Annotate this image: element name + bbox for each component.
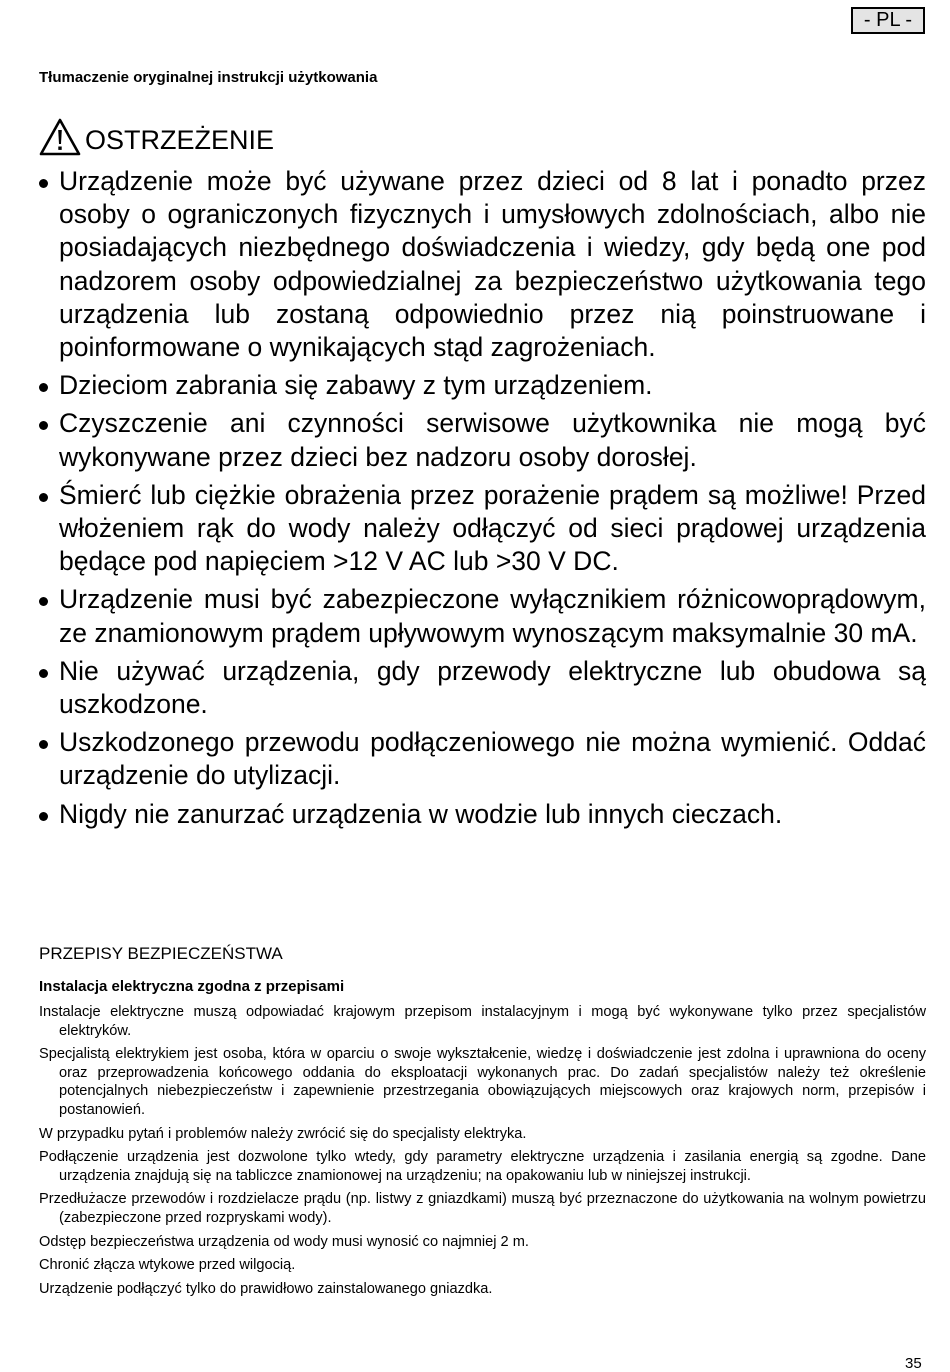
bullet-icon xyxy=(39,669,48,678)
warning-item-text: Urządzenie może być używane przez dzieci od 8 lat i ponadto przez osoby o ograniczonych fizycznych i umysłowych zdolnościach, albo nie posiadających niezbędnego doświadczenia i wiedzy, gdy będą one pod nadzorem osoby odpowiedzialnej za bezpieczeństwo użytkowania tego urządzenia lub zostaną odpowiednio przez nią poinstruowane i poinformowane o wynikających stąd zagrożeniach. xyxy=(59,166,926,363)
warning-heading-text: OSTRZEŻENIE xyxy=(85,125,275,155)
warning-item xyxy=(36,655,926,721)
warning-item xyxy=(36,479,926,579)
warning-list xyxy=(36,165,926,836)
warning-item-text: Czyszczenie ani czynności serwisowe użytkownika nie mogą być wykonywane przez dzieci bez nadzoru osoby dorosłej. xyxy=(59,408,926,472)
warning-item xyxy=(36,726,926,792)
page-number: 35 xyxy=(905,1355,922,1372)
paragraph: Urządzenie podłączyć tylko do prawidłowo zainstalowanego gniazdka. xyxy=(39,1280,493,1297)
paragraph: Chronić złącza wtykowe przed wilgocią. xyxy=(39,1257,296,1274)
warning-item xyxy=(36,407,926,473)
warning-item xyxy=(36,798,926,831)
warning-item-text: Uszkodzonego przewodu podłączeniowego nie można wymienić. Oddać urządzenie do utylizacji. xyxy=(59,727,926,791)
language-tag: - PL - xyxy=(851,7,925,34)
warning-item-text: Dzieciom zabrania się zabawy z tym urządzeniem. xyxy=(59,370,653,401)
bullet-icon xyxy=(39,597,48,606)
warning-item xyxy=(36,583,926,649)
warning-item-text: Nie używać urządzenia, gdy przewody elektryczne lub obudowa są uszkodzone. xyxy=(59,655,926,720)
bullet-icon xyxy=(39,740,48,749)
document-title: Tłumaczenie oryginalnej instrukcji użytkowania xyxy=(39,69,378,86)
warning-item xyxy=(36,369,926,402)
warning-heading xyxy=(39,116,274,156)
warning-item-text: Urządzenie musi być zabezpieczone wyłącznikiem różnicowoprądowym, ze znamionowym prądem upływowym wynoszącym maksymalnie 30 mA. xyxy=(59,584,926,648)
subsection-heading: Instalacja elektryczna zgodna z przepisami xyxy=(39,978,345,995)
warning-item-text: Śmierć lub ciężkie obrażenia przez porażenie prądem są możliwe! Przed włożeniem rąk do wody należy odłączyć od sieci prądowej urządzenia będące pod napięciem >12 V AC lub >30 V DC. xyxy=(59,479,926,577)
paragraph: Przedłużacze przewodów i rozdzielacze prądu (np. listwy z gniazdkami) muszą być przeznaczone do użytkowania na wolnym powietrzu (zabezpieczone przed rozpryskami wody). xyxy=(39,1191,926,1226)
bullet-icon xyxy=(39,421,48,430)
paragraph: Instalacje elektryczne muszą odpowiadać krajowym przepisom instalacyjnym i mogą być wykonywane tylko przez specjalistów elektryków. xyxy=(39,1004,926,1039)
bullet-icon xyxy=(39,179,48,188)
safety-paragraphs xyxy=(39,1003,926,1303)
warning-item-text: Nigdy nie zanurzać urządzenia w wodzie lub innych cieczach. xyxy=(59,798,783,829)
bullet-icon xyxy=(39,383,48,392)
bullet-icon xyxy=(39,493,48,502)
warning-triangle-icon xyxy=(39,118,81,156)
section-heading: PRZEPISY BEZPIECZEŃSTWA xyxy=(39,944,283,963)
paragraph: Podłączenie urządzenia jest dozwolone tylko wtedy, gdy parametry elektryczne urządzenia i zasilania energią są zgodne. Dane urządzenia znajdują się na tabliczce znamionowej na urządzeniu; na opakowaniu lub w niniejszej instrukcji. xyxy=(39,1149,926,1184)
warning-item xyxy=(36,165,926,364)
paragraph: Specjalistą elektrykiem jest osoba, która w oparciu o swoje wykształcenie, wiedzę i doświadczenie jest zdolna i uprawniona do oceny oraz przeprowadzenia końcowego oddania do eksploatacji wykonanych prac. Do zadań specjalistów należy też określenie potencjalnych niebezpieczeństw i zapewnienie przestrzegania obowiązujących miejscowych oraz krajowych norm, przepisów i postanowień. xyxy=(39,1046,926,1118)
paragraph: Odstęp bezpieczeństwa urządzenia od wody musi wynosić co najmniej 2 m. xyxy=(39,1233,529,1250)
bullet-icon xyxy=(39,812,48,821)
paragraph: W przypadku pytań i problemów należy zwrócić się do specjalisty elektryka. xyxy=(39,1125,527,1142)
